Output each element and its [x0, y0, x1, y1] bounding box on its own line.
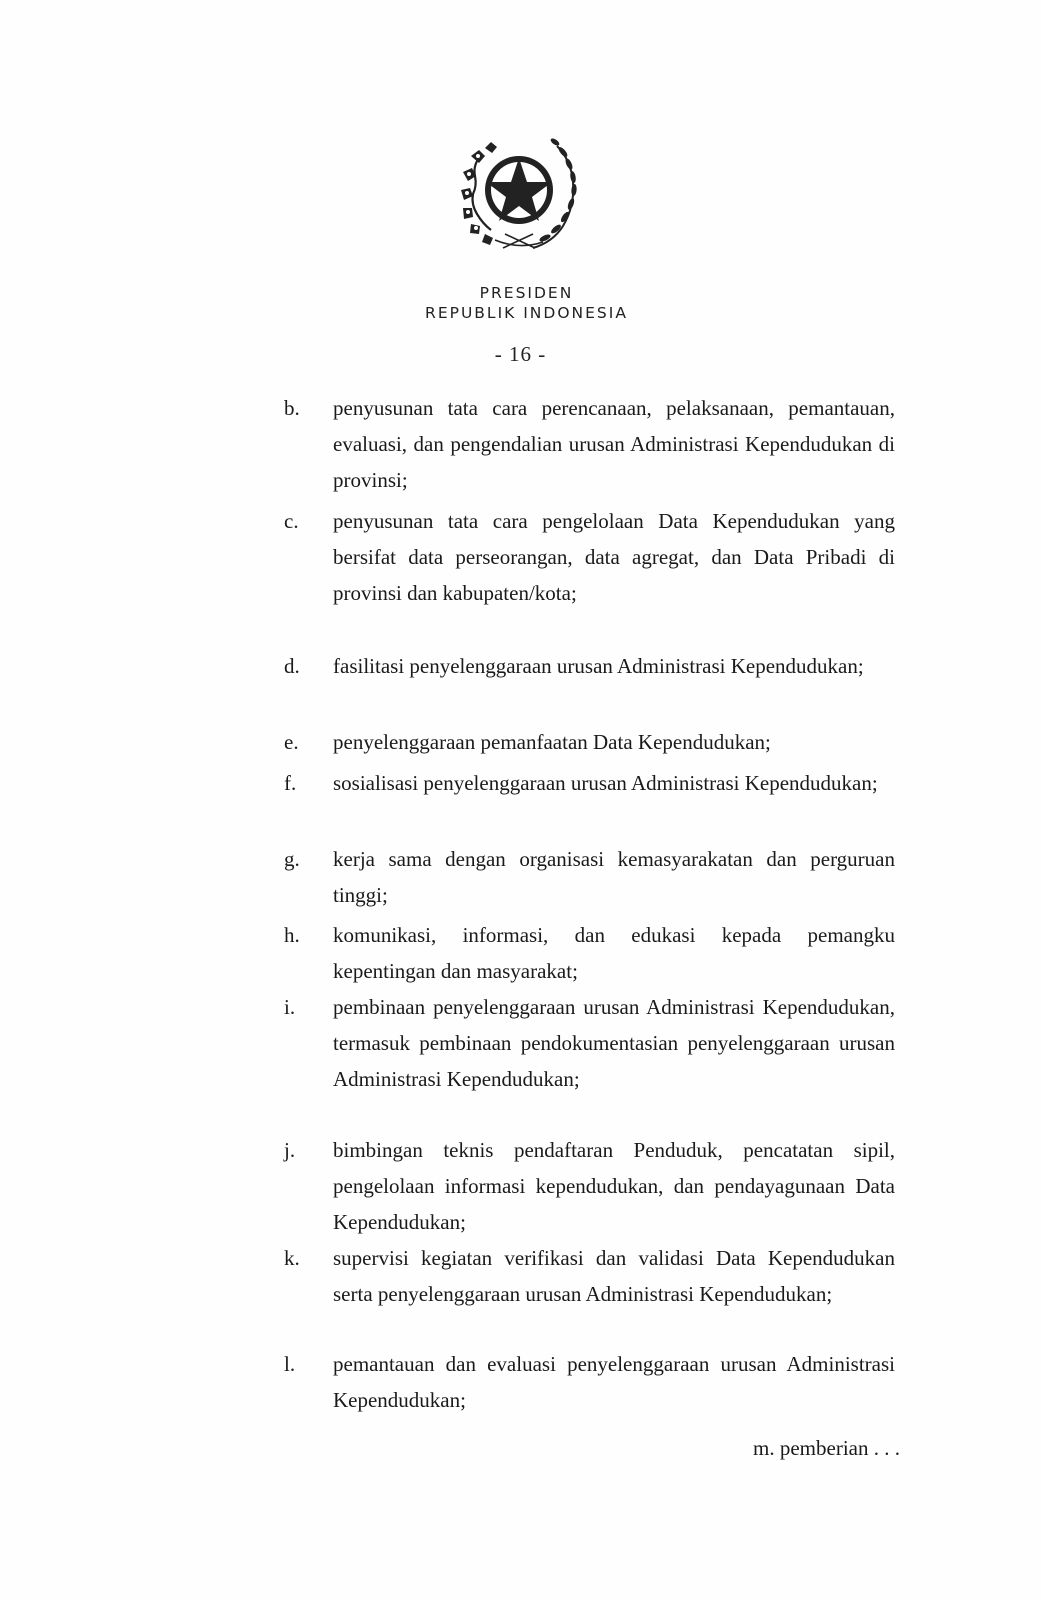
list-item-letter: l. — [284, 1352, 296, 1376]
list-item-letter: h. — [284, 923, 300, 947]
header-title-presiden: PRESIDEN — [479, 284, 574, 302]
list-item-letter: d. — [284, 654, 300, 678]
page-number: - 16 - — [494, 342, 547, 366]
list-item-text: penyusunan tata cara perencanaan, pelaksanaan, pemantauan, evaluasi, dan pengendalian urusan Administrasi Kependudukan di provinsi; — [333, 396, 895, 492]
list-item-letter: j. — [284, 1138, 296, 1162]
header-title-republik: REPUBLIK INDONESIA — [425, 304, 628, 322]
list-item-letter: b. — [284, 396, 300, 420]
list-item-text: komunikasi, informasi, dan edukasi kepada pemangku kepentingan dan masyarakat; — [333, 923, 895, 983]
list-item-text: penyelenggaraan pemanfaatan Data Kependudukan; — [333, 730, 771, 754]
list-item-letter: g. — [284, 847, 300, 871]
presidential-seal-icon — [449, 128, 589, 258]
list-item-text: kerja sama dengan organisasi kemasyarakatan dan perguruan tinggi; — [333, 847, 895, 907]
list-item-letter: i. — [284, 995, 296, 1019]
list-item-letter: c. — [284, 509, 299, 533]
list-item-text: penyusunan tata cara pengelolaan Data Kependudukan yang bersifat data perseorangan, data agregat, dan Data Pribadi di provinsi dan kabupaten/kota; — [333, 509, 895, 605]
list-item-text: bimbingan teknis pendaftaran Penduduk, pencatatan sipil, pengelolaan informasi kependudukan, dan pendayagunaan Data Kependudukan; — [333, 1138, 895, 1234]
list-item-text: pembinaan penyelenggaraan urusan Administrasi Kependudukan, termasuk pembinaan pendokumentasian penyelenggaraan urusan Administrasi Kependudukan; — [333, 995, 895, 1091]
list-item-text: supervisi kegiatan verifikasi dan validasi Data Kependudukan serta penyelenggaraan urusan Administrasi Kependudukan; — [333, 1246, 895, 1306]
list-item-letter: f. — [284, 771, 297, 795]
list-item-text: fasilitasi penyelenggaraan urusan Administrasi Kependudukan; — [333, 654, 864, 678]
continuation-catchword: m. pemberian . . . — [753, 1436, 900, 1460]
list-item-text: sosialisasi penyelenggaraan urusan Administrasi Kependudukan; — [333, 771, 878, 795]
list-item-text: pemantauan dan evaluasi penyelenggaraan urusan Administrasi Kependudukan; — [333, 1352, 895, 1412]
list-item-letter: k. — [284, 1246, 300, 1270]
list-item-letter: e. — [284, 730, 299, 754]
